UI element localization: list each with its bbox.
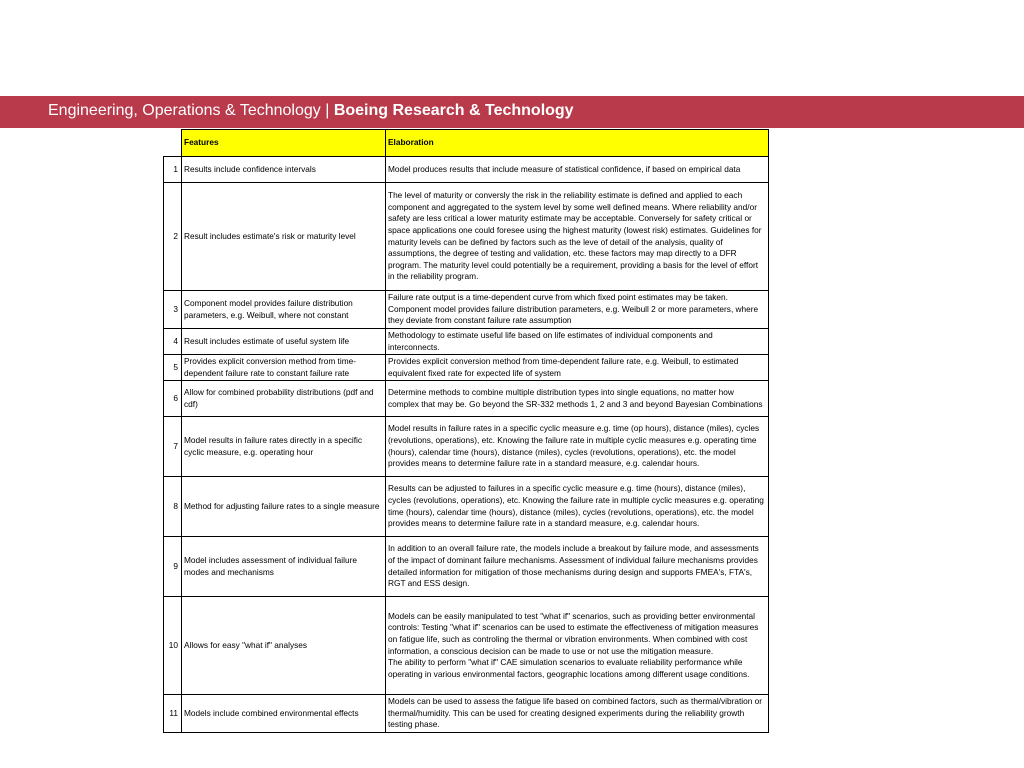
table-row [164,537,769,597]
row-number: 3 [164,291,182,329]
elaboration-paragraph: The level of maturity or conversly the risk in the reliability estimate is defined and applied to each component and aggregated to the system level by some well defined means. Where reliability and/or safety are less critical a lower maturity estimate may be acceptable. Conversely for safety critical or space applications one could foresee using the highest maturity (lowest risk) estimates. Guidelines for maturity levels can be defined by factors such as the leve of detail of the analysis, quality of assumptions, the degree of testing and validation, etc. these factors may map directly to a DFR program. The maturity level could potentially be a requirement, providing a basis for the level of effort in the reliability program. [388,190,762,282]
elaboration-paragraph: Provides explicit conversion method from time-dependent failure rate, e.g. Weibull, to estimated equivalent fixed rate for expected life of system [388,355,739,378]
feature-cell: Results include confidence intervals [182,157,386,183]
elaboration-cell [386,417,769,477]
elaboration-paragraph: Failure rate output is a time-dependent curve from which fixed point estimates may be taken. Component model provides failure distribution parameters, e.g. Weibull 2 or more parameters, where they deviate from constant failure rate assumption [388,292,759,326]
table-row [164,695,769,733]
table-row [164,417,769,477]
elaboration-cell [386,477,769,537]
elaboration-paragraph: Models can be easily manipulated to test "what if" scenarios, such as providing better environmental controls: Testing "what if" scenarios can be used to estimate the effectiveness of mitigation measures on fatigue life, such as controling the thermal or vibration environments. When combined with cost information, a conscious decision can be made to use or not use the mitigation measure. [388,610,759,656]
elaboration-paragraph: Models can be used to assess the fatigue life based on combined factors, such as thermal/vibration or thermal/humidity. This can be used for creating designed experiments during the reliability growth testing phase. [388,696,763,730]
elaboration-cell [386,291,769,329]
feature-cell: Models include combined environmental effects [182,695,386,733]
features-table [163,129,769,733]
row-number: 2 [164,183,182,291]
banner-org: Engineering, Operations & Technology [48,102,321,119]
elaboration-cell [386,355,769,381]
elaboration-cell [386,157,769,183]
elaboration-paragraph: In addition to an overall failure rate, the models include a breakout by failure mode, and assessments of the impact of dominant failure mechanisms. Assessment of individual failure mechanisms provides detailed information for mitigation of those mechanisms during design and supports FMEA's, FTA's, RGT and ESS design. [388,543,759,589]
banner-separator: | [320,102,334,119]
feature-cell: Model includes assessment of individual failure modes and mechanisms [182,537,386,597]
feature-cell: Provides explicit conversion method from time-dependent failure rate to constant failure rate [182,355,386,381]
elaboration-paragraph: Methodology to estimate useful life based on life estimates of individual components and interconnects. [388,329,713,352]
row-number: 11 [164,695,182,733]
table-row [164,329,769,355]
elaboration-paragraph: Model produces results that include measure of statistical confidence, if based on empirical data [388,163,741,174]
table-body [164,157,769,733]
header-number-blank [164,130,182,157]
row-number: 4 [164,329,182,355]
table-row [164,477,769,537]
elaboration-paragraph: The ability to perform "what if" CAE simulation scenarios to evaluate reliability performance while operating in various environmental factors, geographic locations among different usage conditions. [388,657,750,679]
row-number: 6 [164,381,182,417]
banner-title [48,102,574,120]
elaboration-paragraph: Determine methods to combine multiple distribution types into single equations, no matter how complex that may be. Go beyond the SR-332 methods 1, 2 and 3 and beyond Bayesian Combinations [388,386,763,409]
features-table-container [163,129,768,733]
elaboration-cell [386,695,769,733]
feature-cell: Allows for easy "what if" analyses [182,597,386,695]
elaboration-paragraph: Results can be adjusted to failures in a specific cyclic measure e.g. time (hours), distance (miles), cycles (revolutions, operations), etc. Knowing the failure rate in multiple cyclic measures e.g. operating time (hours), calendar time (hours), distance (miles), cycles (revolutions, operations), etc. the model provides means to determine failure rate in a standard measure, e.g. calendar hours. [388,483,764,529]
table-row [164,597,769,695]
feature-cell: Result includes estimate of useful system life [182,329,386,355]
header-features: Features [182,130,386,157]
elaboration-cell [386,381,769,417]
row-number: 10 [164,597,182,695]
feature-cell: Method for adjusting failure rates to a single measure [182,477,386,537]
table-row [164,183,769,291]
table-row [164,355,769,381]
elaboration-paragraph: Model results in failure rates in a specific cyclic measure e.g. time (op hours), distance (miles), cycles (revolutions, operations), etc. Knowing the failure rate in multiple cyclic measures e.g. operating time (hours), calendar time (hours), distance (miles), cycles (revolutions, operations), etc. the model provides means to determine failure rate in a standard measure, e.g. calendar hours. [388,423,760,469]
header-elaboration: Elaboration [386,130,769,157]
feature-cell: Result includes estimate's risk or maturity level [182,183,386,291]
header-banner [0,96,1024,128]
elaboration-cell [386,183,769,291]
feature-cell: Component model provides failure distribution parameters, e.g. Weibull, where not constant [182,291,386,329]
table-row [164,157,769,183]
table-header-row [164,130,769,157]
elaboration-cell [386,597,769,695]
feature-cell: Model results in failure rates directly in a specific cyclic measure, e.g. operating hour [182,417,386,477]
elaboration-cell [386,329,769,355]
elaboration-cell [386,537,769,597]
row-number: 5 [164,355,182,381]
banner-division: Boeing Research & Technology [333,102,574,119]
row-number: 7 [164,417,182,477]
table-row [164,381,769,417]
table-row [164,291,769,329]
row-number: 1 [164,157,182,183]
feature-cell: Allow for combined probability distributions (pdf and cdf) [182,381,386,417]
row-number: 8 [164,477,182,537]
row-number: 9 [164,537,182,597]
